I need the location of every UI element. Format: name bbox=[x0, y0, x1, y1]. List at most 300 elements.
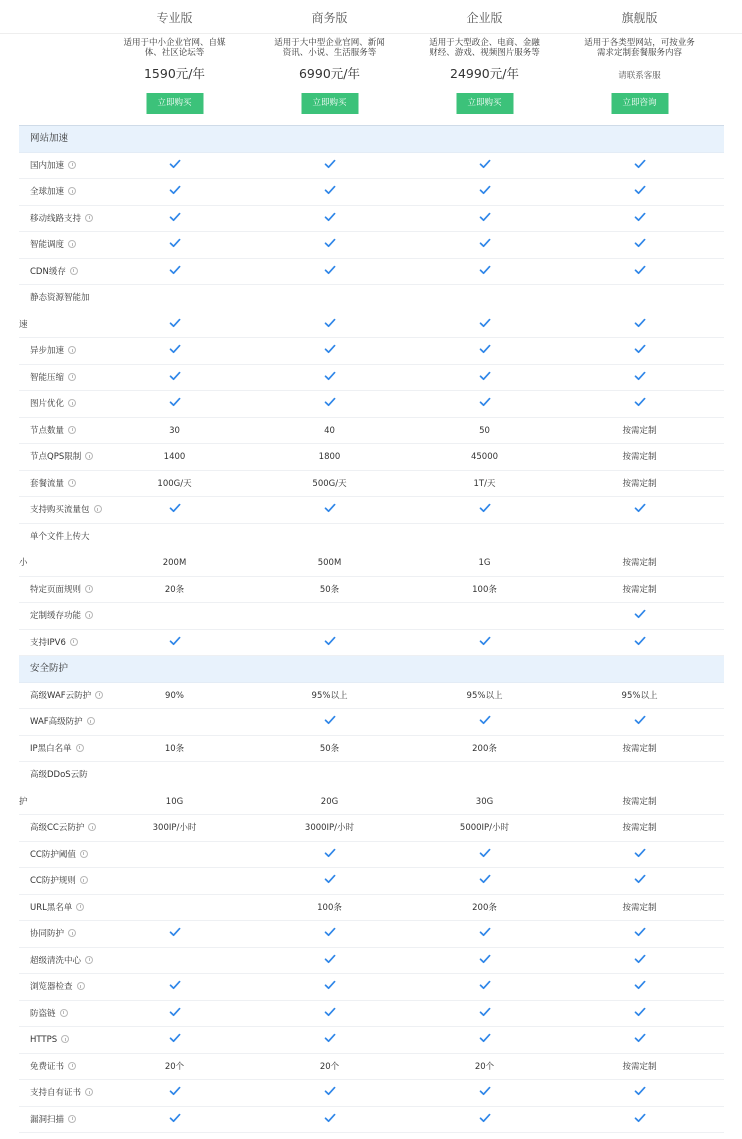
feature-label: 高级DDoS云防 bbox=[30, 770, 88, 780]
value-cell bbox=[97, 153, 252, 180]
buy-now-button-pro[interactable]: 立即购买 bbox=[146, 93, 203, 114]
table-row bbox=[19, 232, 724, 259]
table-row bbox=[19, 974, 724, 1001]
value-cell bbox=[407, 232, 562, 259]
feature-label: 浏览器检查 bbox=[30, 982, 73, 992]
feature-label-continued: 护 bbox=[19, 796, 28, 807]
value-cell: 10G bbox=[165, 796, 184, 807]
check-icon bbox=[479, 158, 491, 170]
check-icon bbox=[324, 953, 336, 965]
value-cell bbox=[97, 312, 252, 339]
table-row bbox=[19, 630, 724, 657]
value-cell bbox=[97, 232, 252, 259]
value-cell bbox=[252, 630, 407, 657]
check-icon bbox=[169, 158, 181, 170]
value-cell: 按需定制 bbox=[622, 902, 657, 913]
value-cell: 按需定制 bbox=[622, 478, 657, 489]
value-cell: 1T/天 bbox=[473, 478, 496, 489]
plan-description: 适用于大中型企业官网、新闻资讯、小说、生活服务等 bbox=[274, 38, 385, 58]
feature-label: IP黑白名单 bbox=[30, 743, 72, 754]
table-row bbox=[19, 577, 724, 604]
feature-label: 免费证书 bbox=[30, 1061, 65, 1072]
value-cell bbox=[252, 921, 407, 948]
value-cell: 按需定制 bbox=[622, 1061, 657, 1072]
feature-label: 节点QPS限制 bbox=[30, 452, 82, 462]
value-cell bbox=[407, 497, 562, 524]
check-icon bbox=[634, 211, 646, 223]
check-icon bbox=[634, 502, 646, 514]
value-cell bbox=[407, 709, 562, 736]
value-cell: 200条 bbox=[472, 743, 497, 754]
value-cell: 20个 bbox=[164, 1061, 185, 1072]
check-icon bbox=[479, 502, 491, 514]
plan-price: 24990元/年 bbox=[450, 66, 519, 81]
feature-cell bbox=[30, 1080, 93, 1107]
feature-cell bbox=[30, 471, 76, 498]
value-cell bbox=[252, 1001, 407, 1028]
value-cell: 1800 bbox=[318, 452, 341, 462]
plan-name: 商务版 bbox=[311, 11, 348, 25]
feature-cell bbox=[30, 1054, 76, 1081]
check-icon bbox=[634, 237, 646, 249]
info-icon[interactable] bbox=[70, 267, 78, 275]
value-cell: 300IP/小时 bbox=[152, 823, 197, 833]
info-icon[interactable] bbox=[68, 373, 76, 381]
value-cell: 1400 bbox=[163, 452, 186, 462]
feature-cell bbox=[30, 179, 76, 206]
check-icon bbox=[479, 1085, 491, 1097]
value-cell: 50条 bbox=[319, 584, 340, 595]
value-cell bbox=[252, 948, 407, 975]
check-icon bbox=[634, 873, 646, 885]
feature-label-continued: 小 bbox=[19, 558, 28, 568]
value-cell bbox=[252, 709, 407, 736]
feature-cell bbox=[30, 259, 78, 286]
table-row bbox=[19, 709, 724, 736]
value-cell bbox=[97, 1001, 252, 1028]
check-icon bbox=[634, 396, 646, 408]
check-icon bbox=[169, 211, 181, 223]
info-icon[interactable] bbox=[68, 346, 76, 354]
check-icon bbox=[634, 979, 646, 991]
feature-cell bbox=[30, 842, 88, 869]
value-cell bbox=[407, 179, 562, 206]
section-title: 安全防护 bbox=[30, 663, 69, 674]
table-row bbox=[19, 497, 724, 524]
info-icon[interactable] bbox=[68, 161, 76, 169]
check-icon bbox=[169, 1112, 181, 1124]
table-row bbox=[19, 285, 724, 338]
value-cell bbox=[407, 1107, 562, 1134]
feature-cell bbox=[30, 815, 96, 842]
value-cell: 100条 bbox=[472, 584, 497, 595]
value-cell: 90% bbox=[165, 690, 184, 701]
check-icon bbox=[324, 714, 336, 726]
feature-label: CDN缓存 bbox=[30, 266, 66, 277]
check-icon bbox=[634, 1032, 646, 1044]
check-icon bbox=[479, 370, 491, 382]
feature-cell bbox=[30, 232, 76, 259]
feature-cell bbox=[30, 868, 88, 895]
check-icon bbox=[634, 343, 646, 355]
value-cell bbox=[97, 842, 252, 869]
value-cell: 30G bbox=[475, 796, 494, 807]
check-icon bbox=[169, 343, 181, 355]
info-icon[interactable] bbox=[85, 1088, 93, 1096]
feature-label: 特定页面规则 bbox=[30, 584, 82, 595]
check-icon bbox=[324, 847, 336, 859]
info-icon[interactable] bbox=[68, 187, 76, 195]
check-icon bbox=[169, 502, 181, 514]
check-icon bbox=[479, 317, 491, 329]
value-cell bbox=[97, 630, 252, 657]
feature-label: 智能调度 bbox=[30, 240, 65, 250]
table-row bbox=[19, 921, 724, 948]
value-cell bbox=[252, 206, 407, 233]
plan-column-business bbox=[252, 0, 407, 126]
feature-label: 套餐流量 bbox=[30, 478, 65, 489]
contact-support-text: 请联系客服 bbox=[618, 71, 661, 81]
check-icon bbox=[169, 237, 181, 249]
value-cell bbox=[562, 312, 717, 339]
check-icon bbox=[324, 1006, 336, 1018]
value-cell bbox=[252, 365, 407, 392]
check-icon bbox=[169, 1032, 181, 1044]
info-icon[interactable] bbox=[77, 982, 85, 990]
value-cell bbox=[562, 391, 717, 418]
check-icon bbox=[169, 184, 181, 196]
table-row bbox=[19, 842, 724, 869]
info-icon[interactable] bbox=[68, 240, 76, 248]
value-cell: 按需定制 bbox=[622, 425, 657, 436]
check-icon bbox=[634, 317, 646, 329]
value-cell bbox=[97, 259, 252, 286]
table-row bbox=[19, 338, 724, 365]
info-icon[interactable] bbox=[68, 479, 76, 487]
buy-now-button-business[interactable]: 立即购买 bbox=[301, 93, 358, 114]
check-icon bbox=[479, 635, 491, 647]
value-cell bbox=[562, 709, 717, 736]
feature-label-continued: 速 bbox=[19, 319, 28, 330]
value-cell bbox=[407, 842, 562, 869]
info-icon[interactable] bbox=[68, 929, 76, 937]
info-icon[interactable] bbox=[76, 744, 84, 752]
feature-cell bbox=[30, 709, 95, 736]
value-cell bbox=[407, 312, 562, 339]
value-cell: 按需定制 bbox=[622, 584, 657, 595]
check-icon bbox=[634, 1085, 646, 1097]
value-cell bbox=[562, 179, 717, 206]
value-cell bbox=[97, 206, 252, 233]
feature-cell bbox=[30, 603, 93, 630]
feature-cell bbox=[30, 1107, 76, 1134]
value-cell: 10条 bbox=[164, 743, 185, 754]
check-icon bbox=[479, 1006, 491, 1018]
table-row bbox=[19, 603, 724, 630]
feature-label: 静态资源智能加 bbox=[30, 293, 90, 303]
value-cell bbox=[407, 1001, 562, 1028]
info-icon[interactable] bbox=[85, 452, 93, 460]
value-cell: 20G bbox=[320, 796, 339, 807]
table-row bbox=[19, 1001, 724, 1028]
value-cell bbox=[252, 1107, 407, 1134]
value-cell bbox=[97, 868, 252, 895]
value-cell bbox=[407, 974, 562, 1001]
value-cell bbox=[97, 1080, 252, 1107]
value-cell bbox=[252, 974, 407, 1001]
value-cell: 按需定制 bbox=[622, 558, 657, 568]
value-cell bbox=[97, 338, 252, 365]
check-icon bbox=[634, 184, 646, 196]
value-cell bbox=[252, 312, 407, 339]
feature-label: 智能压缩 bbox=[30, 372, 65, 383]
value-cell bbox=[97, 365, 252, 392]
check-icon bbox=[479, 714, 491, 726]
feature-comparison-table bbox=[19, 126, 724, 1133]
check-icon bbox=[479, 396, 491, 408]
value-cell: 200条 bbox=[472, 902, 497, 913]
check-icon bbox=[324, 873, 336, 885]
value-cell bbox=[407, 206, 562, 233]
check-icon bbox=[324, 502, 336, 514]
info-icon[interactable] bbox=[88, 823, 96, 831]
value-cell bbox=[252, 1027, 407, 1054]
value-cell bbox=[252, 259, 407, 286]
info-icon[interactable] bbox=[85, 611, 93, 619]
check-icon bbox=[324, 158, 336, 170]
value-cell: 500M bbox=[317, 558, 342, 568]
check-icon bbox=[324, 1085, 336, 1097]
value-cell: 20个 bbox=[474, 1061, 495, 1072]
check-icon bbox=[479, 1032, 491, 1044]
check-icon bbox=[479, 343, 491, 355]
feature-cell bbox=[30, 736, 84, 763]
value-cell: 100G/天 bbox=[157, 478, 192, 489]
check-icon bbox=[634, 608, 646, 620]
check-icon bbox=[479, 264, 491, 276]
feature-label: 漏洞扫描 bbox=[30, 1114, 65, 1125]
info-icon[interactable] bbox=[87, 717, 95, 725]
table-row bbox=[19, 391, 724, 418]
value-cell bbox=[97, 497, 252, 524]
table-row bbox=[19, 206, 724, 233]
check-icon bbox=[324, 635, 336, 647]
value-cell: 45000 bbox=[470, 452, 499, 462]
value-cell bbox=[252, 391, 407, 418]
check-icon bbox=[479, 1112, 491, 1124]
plan-price: 1590元/年 bbox=[143, 66, 206, 81]
info-icon[interactable] bbox=[85, 956, 93, 964]
check-icon bbox=[324, 343, 336, 355]
feature-label: URL黑名单 bbox=[30, 902, 73, 913]
value-cell bbox=[562, 842, 717, 869]
plan-description: 适用于大型政企、电商、金融财经、游戏、视频图片服务等 bbox=[429, 38, 540, 58]
value-cell bbox=[562, 338, 717, 365]
feature-label: 移动线路支持 bbox=[30, 213, 82, 224]
info-icon[interactable] bbox=[68, 399, 76, 407]
feature-cell bbox=[30, 444, 93, 471]
feature-cell bbox=[30, 391, 76, 418]
value-cell: 40 bbox=[324, 425, 335, 436]
check-icon bbox=[169, 979, 181, 991]
value-cell: 1G bbox=[478, 558, 491, 568]
value-cell bbox=[562, 365, 717, 392]
feature-cell bbox=[30, 1027, 69, 1054]
consult-now-button-flagship[interactable]: 立即咨询 bbox=[611, 93, 668, 114]
feature-label: 图片优化 bbox=[30, 399, 65, 409]
feature-label: 高级CC云防护 bbox=[30, 823, 85, 833]
value-cell: 30 bbox=[169, 425, 180, 436]
plan-price: 6990元/年 bbox=[298, 66, 361, 81]
feature-label: 超级清洗中心 bbox=[30, 955, 82, 966]
value-cell bbox=[562, 1080, 717, 1107]
value-cell bbox=[97, 179, 252, 206]
value-cell bbox=[407, 338, 562, 365]
value-cell: 500G/天 bbox=[312, 478, 347, 489]
section-header bbox=[19, 126, 724, 153]
value-cell bbox=[407, 153, 562, 180]
value-cell bbox=[407, 630, 562, 657]
feature-cell bbox=[30, 497, 102, 524]
info-icon[interactable] bbox=[85, 214, 93, 222]
check-icon bbox=[634, 714, 646, 726]
feature-cell bbox=[30, 206, 93, 233]
feature-label: 支持购买流量包 bbox=[30, 505, 90, 515]
value-cell bbox=[97, 709, 252, 736]
plan-column-pro bbox=[97, 0, 252, 126]
value-cell bbox=[407, 391, 562, 418]
check-icon bbox=[634, 1006, 646, 1018]
check-icon bbox=[169, 317, 181, 329]
feature-cell bbox=[30, 948, 93, 975]
value-cell: 20条 bbox=[164, 584, 185, 595]
table-row bbox=[19, 1027, 724, 1054]
value-cell: 95%以上 bbox=[621, 690, 658, 701]
table-row bbox=[19, 868, 724, 895]
info-icon[interactable] bbox=[85, 585, 93, 593]
info-icon[interactable] bbox=[68, 1115, 76, 1123]
plan-header bbox=[0, 0, 742, 126]
value-cell bbox=[562, 206, 717, 233]
value-cell bbox=[252, 338, 407, 365]
section-header bbox=[19, 656, 724, 683]
check-icon bbox=[479, 184, 491, 196]
value-cell bbox=[562, 630, 717, 657]
feature-label: WAF高级防护 bbox=[30, 717, 83, 727]
feature-label: 节点数量 bbox=[30, 425, 65, 436]
check-icon bbox=[634, 926, 646, 938]
value-cell bbox=[97, 948, 252, 975]
feature-label: 支持IPV6 bbox=[30, 637, 66, 648]
value-cell bbox=[407, 948, 562, 975]
check-icon bbox=[169, 264, 181, 276]
check-icon bbox=[324, 370, 336, 382]
table-row bbox=[19, 1054, 724, 1081]
info-icon[interactable] bbox=[80, 850, 88, 858]
feature-cell bbox=[30, 418, 76, 445]
check-icon bbox=[169, 396, 181, 408]
table-row bbox=[19, 1107, 724, 1134]
feature-label: 国内加速 bbox=[30, 160, 65, 171]
buy-now-button-enterprise[interactable]: 立即购买 bbox=[456, 93, 513, 114]
value-cell: 95%以上 bbox=[311, 690, 348, 701]
feature-cell bbox=[30, 577, 93, 604]
plan-description: 适用于中小企业官网、自媒体、社区论坛等 bbox=[123, 38, 226, 58]
feature-cell bbox=[30, 974, 85, 1001]
check-icon bbox=[169, 1006, 181, 1018]
value-cell bbox=[562, 259, 717, 286]
feature-cell bbox=[30, 153, 76, 180]
value-cell bbox=[562, 1001, 717, 1028]
value-cell: 5000IP/小时 bbox=[459, 823, 510, 833]
value-cell bbox=[562, 974, 717, 1001]
value-cell bbox=[562, 948, 717, 975]
value-cell: 95%以上 bbox=[466, 690, 503, 701]
check-icon bbox=[634, 158, 646, 170]
check-icon bbox=[479, 847, 491, 859]
table-row bbox=[19, 683, 724, 710]
value-cell bbox=[407, 365, 562, 392]
table-row bbox=[19, 179, 724, 206]
info-icon[interactable] bbox=[76, 903, 84, 911]
value-cell bbox=[407, 259, 562, 286]
check-icon bbox=[634, 847, 646, 859]
check-icon bbox=[324, 1032, 336, 1044]
value-cell bbox=[97, 921, 252, 948]
check-icon bbox=[634, 953, 646, 965]
table-row bbox=[19, 365, 724, 392]
value-cell bbox=[562, 868, 717, 895]
info-icon[interactable] bbox=[60, 1009, 68, 1017]
feature-cell bbox=[30, 683, 103, 710]
check-icon bbox=[634, 635, 646, 647]
check-icon bbox=[324, 979, 336, 991]
info-icon[interactable] bbox=[68, 426, 76, 434]
check-icon bbox=[324, 184, 336, 196]
value-cell: 按需定制 bbox=[622, 823, 657, 833]
check-icon bbox=[479, 953, 491, 965]
table-row bbox=[19, 895, 724, 922]
check-icon bbox=[479, 211, 491, 223]
value-cell: 200M bbox=[162, 558, 187, 568]
value-cell: 20个 bbox=[319, 1061, 340, 1072]
info-icon[interactable] bbox=[68, 1062, 76, 1070]
section-title: 网站加速 bbox=[30, 133, 69, 144]
info-icon[interactable] bbox=[70, 638, 78, 646]
value-cell bbox=[252, 153, 407, 180]
check-icon bbox=[169, 635, 181, 647]
check-icon bbox=[169, 370, 181, 382]
value-cell bbox=[97, 974, 252, 1001]
info-icon[interactable] bbox=[61, 1035, 69, 1043]
value-cell bbox=[407, 1080, 562, 1107]
value-cell bbox=[407, 1027, 562, 1054]
value-cell bbox=[252, 1080, 407, 1107]
check-icon bbox=[324, 926, 336, 938]
feature-label: 协同防护 bbox=[30, 929, 65, 939]
check-icon bbox=[634, 370, 646, 382]
info-icon[interactable] bbox=[80, 876, 88, 884]
check-icon bbox=[169, 926, 181, 938]
feature-cell bbox=[30, 630, 78, 657]
feature-label: HTTPS bbox=[30, 1035, 58, 1045]
plan-column-flagship bbox=[562, 0, 717, 126]
check-icon bbox=[634, 1112, 646, 1124]
check-icon bbox=[479, 926, 491, 938]
check-icon bbox=[169, 1085, 181, 1097]
feature-label: 高级WAF云防护 bbox=[30, 690, 92, 701]
feature-label: CC防护阈值 bbox=[30, 849, 76, 860]
